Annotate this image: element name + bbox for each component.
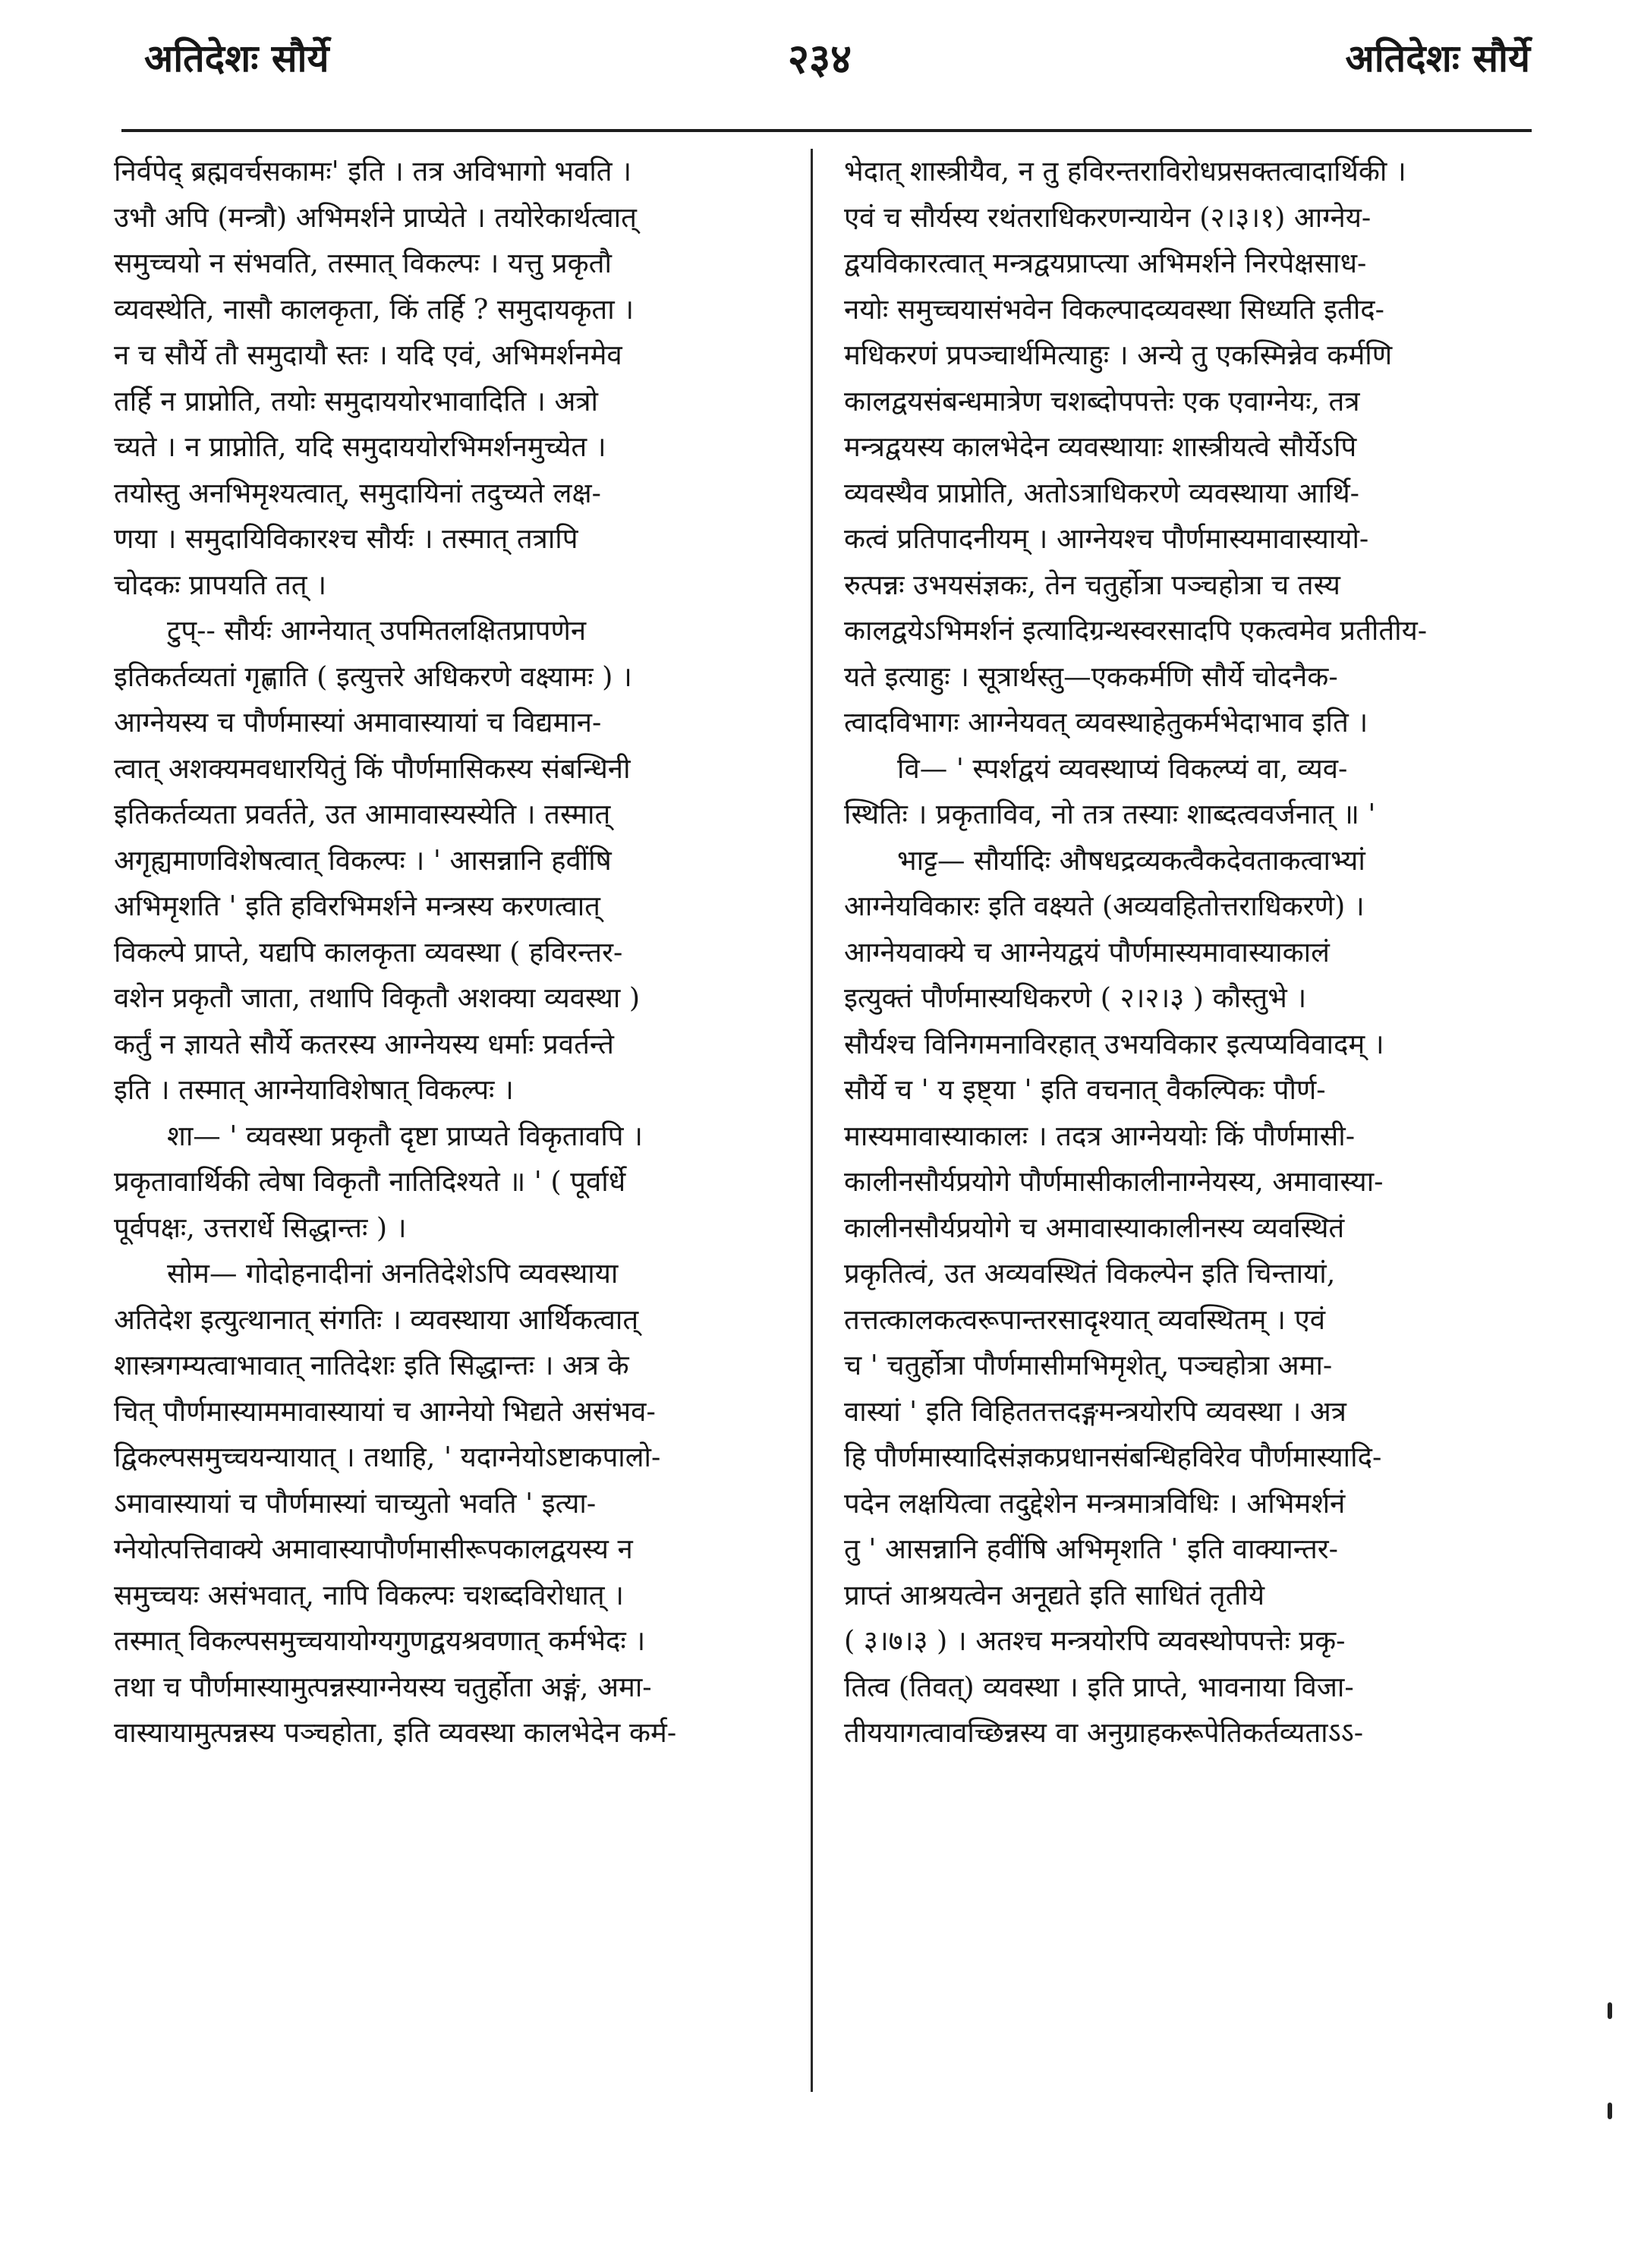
text-line: इत्युक्तं पौर्णमास्यधिकरणे ( २।२।३ ) कौस्तुभे ।	[844, 981, 1307, 1014]
text-line: आग्नेयविकारः इति वक्ष्यते (अव्यवहितोत्तराधिकरणे) ।	[844, 890, 1365, 922]
text-line: व्यवस्थेति, नासौ कालकृता, किं तर्हि ? समुदायकृता ।	[114, 292, 635, 326]
text-line: कत्वं प्रतिपादनीयम् । आग्नेयश्च पौर्णमास्यमावास्यायो-	[844, 522, 1369, 555]
text-line: प्राप्तं आश्रयत्वेन अनूद्यते इति साधितं तृतीये	[844, 1578, 1265, 1611]
text-line: मास्यमावास्याकालः । तदत्र आग्नेययोः किं पौर्णमासी-	[844, 1119, 1356, 1152]
text-line: वि— ' स्पर्शद्वयं व्यवस्थाप्यं विकल्प्यं वा, व्यव-	[897, 751, 1348, 785]
text-line: वास्यां ' इति विहिततत्तदङ्गमन्त्रयोरपि व्यवस्था । अत्र	[844, 1394, 1346, 1428]
text-line: तित्व (तिवत्) व्यवस्था । इति प्राप्ते, भावनाया विजा-	[844, 1670, 1354, 1703]
text-line: द्विकल्पसमुच्चयन्यायात् । तथाहि, ' यदाग्नेयोऽष्टाकपालो-	[114, 1441, 661, 1473]
running-header-right: अतिदेशः सौर्ये	[1345, 36, 1530, 80]
text-line: प्रकृतावार्थिकी त्वेषा विकृतौ नातिदिश्यते ॥ ' ( पूर्वार्धे	[114, 1165, 626, 1198]
text-line: एवं च सौर्यस्य रथंतराधिकरणन्यायेन (२।३।१) आग्नेय-	[844, 200, 1372, 234]
margin-mark	[1608, 2103, 1612, 2119]
text-line: उभौ अपि (मन्त्रौ) अभिमर्शने प्राप्येते । तयोरेकार्थत्वात्	[114, 200, 637, 234]
text-line: च ' चतुर्होत्रा पौर्णमासीमभिमृशेत्, पञ्चहोत्रा अमा-	[844, 1349, 1333, 1381]
text-line: टुप्-- सौर्यः आग्नेयात् उपमितलक्षितप्रापणेन	[167, 614, 587, 647]
text-line: आग्नेयवाक्ये च आग्नेयद्वयं पौर्णमास्यमावास्याकालं	[844, 935, 1330, 969]
margin-mark	[1608, 2002, 1612, 2019]
text-line: वास्यायामुत्पन्नस्य पञ्चहोता, इति व्यवस्था कालभेदेन कर्म-	[114, 1716, 677, 1749]
text-line: मधिकरणं प्रपञ्चार्थमित्याहुः । अन्ये तु एकस्मिन्नेव कर्मणि	[844, 339, 1393, 371]
text-line: तयोस्तु अनभिमृश्यत्वात्, समुदायिनां तदुच्यते लक्ष-	[114, 476, 601, 509]
text-line: इति । तस्मात् आग्नेयाविशेषात् विकल्पः ।	[114, 1073, 514, 1106]
text-line: भेदात् शास्त्रीयैव, न तु हविरन्तराविरोधप्रसक्तत्वादार्थिकी ।	[844, 155, 1406, 187]
text-line: तु ' आसन्नानि हवींषि अभिमृशति ' इति वाक्यान्तर-	[844, 1532, 1339, 1565]
text-line: त्वादविभागः आग्नेयवत् व्यवस्थाहेतुकर्मभेदाभाव इति ।	[844, 706, 1368, 739]
text-line: ऽमावास्यायां च पौर्णमास्यां चाच्युतो भवति ' इत्या-	[114, 1486, 597, 1520]
text-line: कालद्वयेऽभिमर्शनं इत्यादिग्रन्थस्वरसादपि एकत्वमेव प्रतीतीय-	[844, 614, 1428, 647]
text-line: भाट्ट— सौर्यादिः औषधद्रव्यकत्वैकदेवताकत्वाभ्यां	[897, 843, 1365, 877]
text-line: स्थितिः । प्रकृताविव, नो तत्र तस्याः शाब्दत्ववर्जनात् ॥ '	[844, 798, 1376, 830]
text-line: तस्मात् विकल्पसमुच्चयायोग्यगुणद्वयश्रवणात् कर्मभेदः ।	[114, 1624, 646, 1657]
text-line: प्रकृतित्वं, उत अव्यवस्थितं विकल्पेन इति चिन्तायां,	[844, 1257, 1336, 1290]
header-rule	[121, 129, 1532, 132]
text-line: हि पौर्णमास्यादिसंज्ञकप्रधानसंबन्धिहविरेव पौर्णमास्यादि-	[844, 1441, 1382, 1473]
text-line: कालद्वयसंबन्धमात्रेण चशब्दोपपत्तेः एक एवाग्नेयः, तत्र	[844, 384, 1360, 417]
text-line: तथा च पौर्णमास्यामुत्पन्नस्याग्नेयस्य चतुर्होता अङ्गं, अमा-	[114, 1670, 652, 1703]
text-line: अभिमृशति ' इति हविरभिमर्शने मन्त्रस्य करणत्वात्	[114, 890, 600, 922]
text-line: च्यते । न प्राप्नोति, यदि समुदाययोरभिमर्शनमुच्येत ।	[114, 430, 606, 463]
text-line: अगृह्यमाणविशेषत्वात् विकल्पः । ' आसन्नानि हवींषि	[114, 843, 612, 877]
right-column	[844, 149, 1527, 1756]
page-number: २३४	[787, 34, 852, 83]
text-line: कर्तुं न ज्ञायते सौर्ये कतरस्य आग्नेयस्य धर्माः प्रवर्तन्ते	[114, 1027, 614, 1060]
running-header-left: अतिदेशः सौर्ये	[144, 36, 329, 80]
text-line: कालीनसौर्यप्रयोगे च अमावास्याकालीनस्य व्यवस्थितं	[844, 1211, 1345, 1244]
text-line: व्यवस्थैव प्राप्नोति, अतोऽत्राधिकरणे व्यवस्थाया आर्थि-	[844, 476, 1360, 509]
text-line: निर्वपेद् ब्रह्मवर्चसकामः' इति । तत्र अविभागो भवति ।	[114, 155, 632, 187]
text-line: कालीनसौर्यप्रयोगे पौर्णमासीकालीनाग्नेयस्य, अमावास्या-	[844, 1165, 1384, 1198]
text-line: समुच्चयो न संभवति, तस्मात् विकल्पः । यत्तु प्रकृतौ	[114, 247, 612, 279]
text-line: पूर्वपक्षः, उत्तरार्धे सिद्धान्तः ) ।	[114, 1211, 407, 1244]
text-line: त्वात् अशक्यमवधारयितुं किं पौर्णमासिकस्य संबन्धिनी	[114, 751, 631, 785]
text-line: इतिकर्तव्यता प्रवर्तते, उत आमावास्यस्येति । तस्मात्	[114, 798, 611, 830]
text-line: तर्हि न प्राप्नोति, तयोः समुदाययोरभावादिति । अत्रो	[114, 384, 598, 417]
text-line: शास्त्रगम्यत्वाभावात् नातिदेशः इति सिद्धान्तः । अत्र के	[114, 1349, 629, 1381]
text-line: रुत्पन्नः उभयसंज्ञकः, तेन चतुर्होत्रा पञ्चहोत्रा च तस्य	[844, 568, 1340, 601]
text-line: इतिकर्तव्यतां गृह्णाति ( इत्युत्तरे अधिकरणे वक्ष्यामः ) ।	[114, 660, 632, 693]
text-line: सौर्यश्च विनिगमनाविरहात् उभयविकार इत्यप्यविवादम् ।	[844, 1027, 1384, 1060]
text-line: समुच्चयः असंभवात्, नापि विकल्पः चशब्दविरोधात् ।	[114, 1578, 625, 1611]
text-line: सौर्ये च ' य इष्ट्या ' इति वचनात् वैकल्पिकः पौर्ण-	[844, 1073, 1326, 1106]
left-column	[114, 149, 789, 1756]
column-divider	[811, 149, 813, 2092]
text-line: नयोः समुच्चयासंभवेन विकल्पादव्यवस्था सिध्यति इतीद-	[844, 292, 1384, 326]
text-line: मन्त्रद्वयस्य कालभेदेन व्यवस्थायाः शास्त्रीयत्वे सौर्येऽपि	[844, 430, 1357, 463]
text-line: वशेन प्रकृतौ जाता, तथापि विकृतौ अशक्या व्यवस्था )	[114, 981, 641, 1014]
text-line: चित् पौर्णमास्याममावास्यायां च आग्नेयो भिद्यते असंभव-	[114, 1394, 656, 1428]
text-line: पदेन लक्षयित्वा तदुद्देशेन मन्त्रमात्रविधिः । अभिमर्शनं	[844, 1486, 1346, 1520]
text-line: आग्नेयस्य च पौर्णमास्यां अमावास्यायां च विद्यमान-	[114, 706, 602, 739]
text-line: सोम— गोदोहनादीनां अनतिदेशेऽपि व्यवस्थाया	[167, 1257, 619, 1290]
text-line: ( ३।७।३ ) । अतश्च मन्त्रयोरपि व्यवस्थोपपत्तेः प्रकृ-	[844, 1624, 1346, 1657]
text-line: द्वयविकारत्वात् मन्त्रद्वयप्राप्त्या अभिमर्शने निरपेक्षसाध-	[844, 247, 1367, 279]
text-line: ग्नेयोत्पत्तिवाक्ये अमावास्यापौर्णमासीरूपकालद्वयस्य न	[114, 1532, 633, 1565]
text-line: यते इत्याहुः । सूत्रार्थस्तु—एककर्मणि सौर्ये चोदनैक-	[844, 660, 1338, 693]
text-line: चोदकः प्रापयति तत् ।	[114, 568, 327, 601]
text-line: शा— ' व्यवस्था प्रकृतौ दृष्टा प्राप्यते विकृतावपि ।	[167, 1119, 643, 1152]
text-line: णया । समुदायिविकारश्च सौर्यः । तस्मात् तत्रापि	[114, 522, 578, 555]
text-line: न च सौर्ये तौ समुदायौ स्तः । यदि एवं, अभिमर्शनमेव	[114, 339, 622, 371]
text-line: विकल्पे प्राप्ते, यद्यपि कालकृता व्यवस्था ( हविरन्तर-	[114, 935, 623, 969]
text-line: तत्तत्कालकत्वरूपान्तरसादृश्यात् व्यवस्थितम् । एवं	[844, 1303, 1326, 1336]
text-line: तीययागत्वावच्छिन्नस्य वा अनुग्राहकरूपेतिकर्तव्यताऽऽ-	[844, 1716, 1364, 1749]
text-line: अतिदेश इत्युत्थानात् संगतिः । व्यवस्थाया आर्थिकत्वात्	[114, 1303, 639, 1336]
